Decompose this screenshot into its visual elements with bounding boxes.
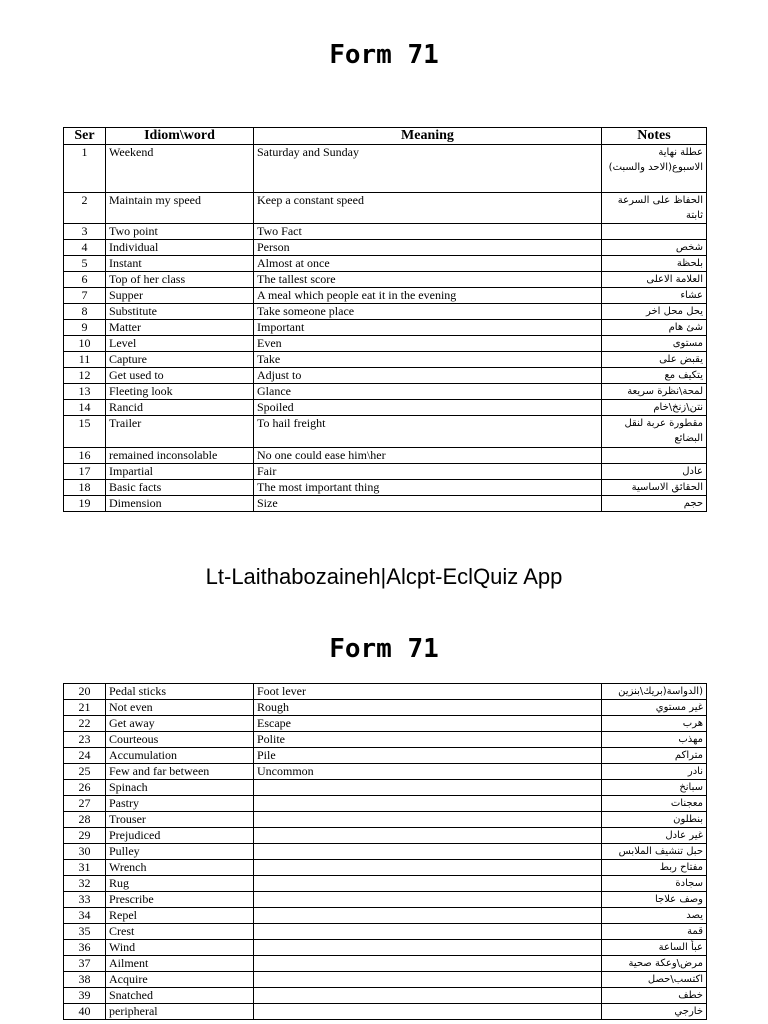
meaning-cell: Almost at once xyxy=(254,256,602,272)
notes-cell: خطف xyxy=(602,988,707,1004)
meaning-cell xyxy=(254,908,602,924)
notes-cell: يتكيف مع xyxy=(602,368,707,384)
ser-cell: 10 xyxy=(64,336,106,352)
ser-cell: 9 xyxy=(64,320,106,336)
ser-cell: 22 xyxy=(64,716,106,732)
ser-cell: 28 xyxy=(64,812,106,828)
notes-cell: معجنات xyxy=(602,796,707,812)
table-row xyxy=(64,748,707,764)
notes-cell: عادل xyxy=(602,464,707,480)
idiom-cell: Trouser xyxy=(106,812,254,828)
notes-cell: غير مستوي xyxy=(602,700,707,716)
ser-cell: 1 xyxy=(64,145,106,193)
notes-cell: مقطورة عربة لنقل البضائع xyxy=(602,416,707,448)
meaning-cell: A meal which people eat it in the evening xyxy=(254,288,602,304)
idiom-cell: Repel xyxy=(106,908,254,924)
notes-cell: بنطلون xyxy=(602,812,707,828)
table-body xyxy=(64,145,707,512)
ser-cell: 23 xyxy=(64,732,106,748)
table-row xyxy=(64,145,707,193)
ser-cell: 18 xyxy=(64,480,106,496)
idiom-cell: Two point xyxy=(106,224,254,240)
idiom-cell: Snatched xyxy=(106,988,254,1004)
notes-cell: مستوى xyxy=(602,336,707,352)
meaning-cell: Escape xyxy=(254,716,602,732)
table-row xyxy=(64,352,707,368)
table-row xyxy=(64,288,707,304)
idiom-cell: Basic facts xyxy=(106,480,254,496)
header-ser: Ser xyxy=(64,128,106,145)
notes-cell: سجادة xyxy=(602,876,707,892)
notes-cell: عشاء xyxy=(602,288,707,304)
ser-cell: 38 xyxy=(64,972,106,988)
meaning-cell xyxy=(254,828,602,844)
table-row xyxy=(64,464,707,480)
table-row xyxy=(64,892,707,908)
meaning-cell: Important xyxy=(254,320,602,336)
app-credit: Lt-Laithabozaineh|Alcpt-EclQuiz App xyxy=(205,564,563,589)
notes-cell: مرض\وعكة صحية xyxy=(602,956,707,972)
meaning-cell: The most important thing xyxy=(254,480,602,496)
ser-cell: 2 xyxy=(64,193,106,224)
table-header-row xyxy=(64,128,707,145)
ser-cell: 8 xyxy=(64,304,106,320)
notes-cell: مفتاح ربط xyxy=(602,860,707,876)
notes-cell: (الدواسة(بريك\بنزين xyxy=(602,684,707,700)
ser-cell: 30 xyxy=(64,844,106,860)
table-row xyxy=(64,844,707,860)
idiom-cell: Level xyxy=(106,336,254,352)
meaning-cell xyxy=(254,780,602,796)
notes-cell: نادر xyxy=(602,764,707,780)
meaning-cell: Even xyxy=(254,336,602,352)
notes-cell: غير عادل xyxy=(602,828,707,844)
meaning-cell: Fair xyxy=(254,464,602,480)
notes-cell xyxy=(602,448,707,464)
idiom-cell: Spinach xyxy=(106,780,254,796)
ser-cell: 35 xyxy=(64,924,106,940)
ser-cell: 13 xyxy=(64,384,106,400)
table-row xyxy=(64,368,707,384)
table-row xyxy=(64,940,707,956)
ser-cell: 14 xyxy=(64,400,106,416)
meaning-cell: Two Fact xyxy=(254,224,602,240)
notes-cell: هرب xyxy=(602,716,707,732)
idiom-cell: Wind xyxy=(106,940,254,956)
idiom-cell: Capture xyxy=(106,352,254,368)
idiom-cell: Acquire xyxy=(106,972,254,988)
meaning-cell xyxy=(254,812,602,828)
table-row xyxy=(64,956,707,972)
ser-cell: 39 xyxy=(64,988,106,1004)
table-row xyxy=(64,256,707,272)
notes-cell: الحقائق الاساسية xyxy=(602,480,707,496)
notes-cell: قمة xyxy=(602,924,707,940)
notes-cell: يقبض على xyxy=(602,352,707,368)
notes-cell: مهذب xyxy=(602,732,707,748)
notes-cell: الحفاظ على السرعة ثابتة xyxy=(602,193,707,224)
idiom-cell: Substitute xyxy=(106,304,254,320)
idiom-cell: Weekend xyxy=(106,145,254,193)
ser-cell: 27 xyxy=(64,796,106,812)
table-row xyxy=(64,764,707,780)
table-row xyxy=(64,908,707,924)
idiom-cell: Pastry xyxy=(106,796,254,812)
table-row xyxy=(64,336,707,352)
notes-cell: حبل تنشيف الملابس xyxy=(602,844,707,860)
table-row xyxy=(64,700,707,716)
meaning-cell: Take xyxy=(254,352,602,368)
notes-cell: سبانخ xyxy=(602,780,707,796)
header-idiom: Idiom\word xyxy=(106,128,254,145)
idiom-cell: Trailer xyxy=(106,416,254,448)
meaning-cell xyxy=(254,860,602,876)
idiom-cell: Ailment xyxy=(106,956,254,972)
ser-cell: 36 xyxy=(64,940,106,956)
idiom-cell: Pedal sticks xyxy=(106,684,254,700)
idiom-cell: Courteous xyxy=(106,732,254,748)
idiom-cell: Accumulation xyxy=(106,748,254,764)
ser-cell: 12 xyxy=(64,368,106,384)
idiom-cell: Instant xyxy=(106,256,254,272)
ser-cell: 33 xyxy=(64,892,106,908)
idiom-cell: Rancid xyxy=(106,400,254,416)
table-row xyxy=(64,924,707,940)
notes-cell: حجم xyxy=(602,496,707,512)
meaning-cell: Keep a constant speed xyxy=(254,193,602,224)
table-row xyxy=(64,716,707,732)
meaning-cell xyxy=(254,972,602,988)
meaning-cell: To hail freight xyxy=(254,416,602,448)
ser-cell: 31 xyxy=(64,860,106,876)
table-row xyxy=(64,1004,707,1020)
ser-cell: 19 xyxy=(64,496,106,512)
notes-cell: متراكم xyxy=(602,748,707,764)
meaning-cell: Size xyxy=(254,496,602,512)
ser-cell: 7 xyxy=(64,288,106,304)
idiom-cell: Prescribe xyxy=(106,892,254,908)
ser-cell: 4 xyxy=(64,240,106,256)
meaning-cell: Take someone place xyxy=(254,304,602,320)
ser-cell: 16 xyxy=(64,448,106,464)
ser-cell: 29 xyxy=(64,828,106,844)
idiom-cell: Get used to xyxy=(106,368,254,384)
idiom-cell: Few and far between xyxy=(106,764,254,780)
notes-cell: نتن\زنخ\خام xyxy=(602,400,707,416)
ser-cell: 32 xyxy=(64,876,106,892)
idiom-cell: Matter xyxy=(106,320,254,336)
idiom-cell: remained inconsolable xyxy=(106,448,254,464)
ser-cell: 25 xyxy=(64,764,106,780)
table-row xyxy=(64,224,707,240)
idiom-cell: Maintain my speed xyxy=(106,193,254,224)
ser-cell: 17 xyxy=(64,464,106,480)
page-title: Form 71 xyxy=(329,40,439,70)
ser-cell: 3 xyxy=(64,224,106,240)
table-row xyxy=(64,972,707,988)
table-row xyxy=(64,240,707,256)
table-row xyxy=(64,684,707,700)
meaning-cell xyxy=(254,796,602,812)
idiom-cell: Impartial xyxy=(106,464,254,480)
table-row xyxy=(64,480,707,496)
ser-cell: 26 xyxy=(64,780,106,796)
meaning-cell xyxy=(254,924,602,940)
meaning-cell xyxy=(254,956,602,972)
ser-cell: 34 xyxy=(64,908,106,924)
idiom-cell: Fleeting look xyxy=(106,384,254,400)
idiom-cell: Top of her class xyxy=(106,272,254,288)
meaning-cell: Rough xyxy=(254,700,602,716)
notes-cell: شئ هام xyxy=(602,320,707,336)
meaning-cell: Pile xyxy=(254,748,602,764)
ser-cell: 15 xyxy=(64,416,106,448)
ser-cell: 11 xyxy=(64,352,106,368)
table-row xyxy=(64,732,707,748)
meaning-cell: Spoiled xyxy=(254,400,602,416)
table-row xyxy=(64,448,707,464)
meaning-cell xyxy=(254,892,602,908)
table-row xyxy=(64,780,707,796)
idiom-cell: Pulley xyxy=(106,844,254,860)
vocabulary-table-2 xyxy=(63,683,707,1020)
idiom-cell: Get away xyxy=(106,716,254,732)
ser-cell: 24 xyxy=(64,748,106,764)
idiom-cell: Rug xyxy=(106,876,254,892)
meaning-cell: Glance xyxy=(254,384,602,400)
ser-cell: 20 xyxy=(64,684,106,700)
table-row xyxy=(64,384,707,400)
notes-cell: عبأ الساعة xyxy=(602,940,707,956)
table-row xyxy=(64,416,707,448)
idiom-cell: Dimension xyxy=(106,496,254,512)
idiom-cell: peripheral xyxy=(106,1004,254,1020)
idiom-cell: Not even xyxy=(106,700,254,716)
notes-cell: اكتسب\حصل xyxy=(602,972,707,988)
vocabulary-table xyxy=(63,127,707,512)
meaning-cell xyxy=(254,844,602,860)
meaning-cell: Polite xyxy=(254,732,602,748)
notes-cell: وصف علاجا xyxy=(602,892,707,908)
table-row xyxy=(64,304,707,320)
idiom-cell: Individual xyxy=(106,240,254,256)
table-row xyxy=(64,860,707,876)
meaning-cell: The tallest score xyxy=(254,272,602,288)
notes-cell: عطلة نهاية الاسبوع(الاحد والسبت) xyxy=(602,145,707,193)
table-row xyxy=(64,496,707,512)
meaning-cell: Adjust to xyxy=(254,368,602,384)
page-title-2: Form 71 xyxy=(329,634,439,664)
table-row xyxy=(64,320,707,336)
ser-cell: 5 xyxy=(64,256,106,272)
meaning-cell: No one could ease him\her xyxy=(254,448,602,464)
notes-cell: بلحظة xyxy=(602,256,707,272)
meaning-cell: Uncommon xyxy=(254,764,602,780)
header-meaning: Meaning xyxy=(254,128,602,145)
notes-cell: العلامة الاعلى xyxy=(602,272,707,288)
ser-cell: 40 xyxy=(64,1004,106,1020)
notes-cell: شخص xyxy=(602,240,707,256)
table-row xyxy=(64,828,707,844)
notes-cell: يصد xyxy=(602,908,707,924)
meaning-cell: Person xyxy=(254,240,602,256)
meaning-cell: Foot lever xyxy=(254,684,602,700)
table-row xyxy=(64,400,707,416)
notes-cell: يحل محل اخر xyxy=(602,304,707,320)
meaning-cell xyxy=(254,988,602,1004)
ser-cell: 21 xyxy=(64,700,106,716)
table-row xyxy=(64,193,707,224)
meaning-cell: Saturday and Sunday xyxy=(254,145,602,193)
ser-cell: 37 xyxy=(64,956,106,972)
table-row xyxy=(64,876,707,892)
meaning-cell xyxy=(254,940,602,956)
idiom-cell: Prejudiced xyxy=(106,828,254,844)
notes-cell xyxy=(602,224,707,240)
notes-cell: خارجي xyxy=(602,1004,707,1020)
meaning-cell xyxy=(254,1004,602,1020)
table-row xyxy=(64,988,707,1004)
idiom-cell: Supper xyxy=(106,288,254,304)
table-row xyxy=(64,796,707,812)
table-body xyxy=(64,684,707,1020)
idiom-cell: Wrench xyxy=(106,860,254,876)
header-notes: Notes xyxy=(602,128,707,145)
notes-cell: لمحة\نظرة سريعة xyxy=(602,384,707,400)
ser-cell: 6 xyxy=(64,272,106,288)
table-row xyxy=(64,272,707,288)
meaning-cell xyxy=(254,876,602,892)
idiom-cell: Crest xyxy=(106,924,254,940)
table-row xyxy=(64,812,707,828)
